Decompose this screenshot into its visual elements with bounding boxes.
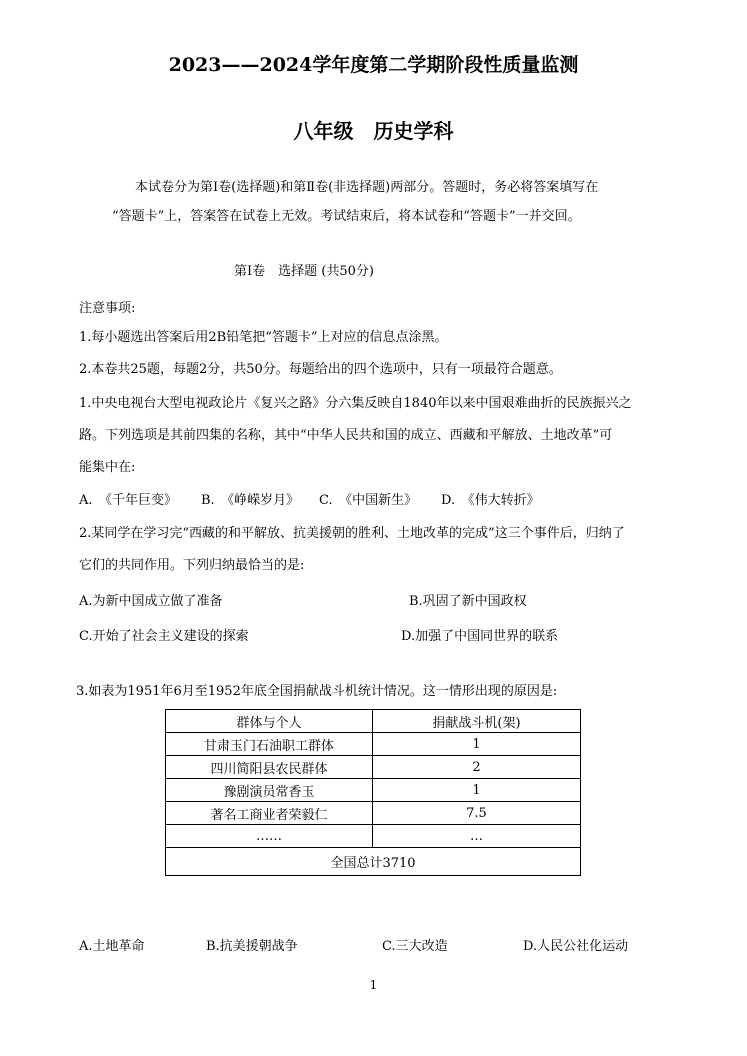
table-cell: 著名工商业者荣毅仁 — [166, 802, 373, 825]
notes-heading: 注意事项: — [79, 301, 136, 316]
table-row — [166, 733, 581, 756]
section-title: 第Ⅰ卷 选择题 (共50分) — [234, 264, 374, 279]
table-cell: 1 — [373, 733, 581, 756]
table-total-row — [166, 848, 581, 876]
note-item: 1.每小题选出答案后用2B铅笔把“答题卡”上对应的信息点涂黑。 — [79, 330, 448, 345]
q1-stem-line: 能集中在: — [79, 460, 136, 475]
table-cell: 豫剧演员常香玉 — [166, 779, 373, 802]
q3-option-a: A.土地革命 — [79, 939, 145, 954]
table-cell: 1 — [373, 779, 581, 802]
table-cell: 2 — [373, 756, 581, 779]
q3-option-b: B.抗美援朝战争 — [206, 939, 298, 954]
table-cell: 四川简阳县农民群体 — [166, 756, 373, 779]
q3-option-c: C.三大改造 — [382, 939, 448, 954]
q3-stem: 3.如表为1951年6月至1952年底全国捐献战斗机统计情况。这一情形出现的原因是: — [76, 684, 558, 699]
q2-option-d: D.加强了中国同世界的联系 — [401, 629, 559, 644]
table-row — [166, 779, 581, 802]
donation-table — [165, 709, 581, 876]
table-cell: 7.5 — [373, 802, 581, 825]
q1-stem-line: 路。下列选项是其前四集的名称，其中“中华人民共和国的成立、西藏和平解放、土地改革”可 — [79, 428, 613, 443]
q1-option-a: A. 《千年巨变》 — [79, 493, 178, 508]
table-header-cell: 捐献战斗机(架) — [373, 710, 581, 733]
table-header-row — [166, 710, 581, 733]
note-item: 2.本卷共25题，每题2分，共50分。每题给出的四个选项中，只有一项最符合题意。 — [79, 362, 562, 377]
q1-option-d: D. 《伟大转折》 — [441, 493, 540, 508]
q2-option-c: C.开始了社会主义建设的探索 — [79, 629, 249, 644]
table-cell: …… — [166, 825, 373, 848]
q2-stem-line: 2.某同学在学习完“西藏的和平解放、抗美援朝的胜利、土地改革的完成”这三个事件后，归纳了 — [79, 526, 625, 541]
q2-option-b: B.巩固了新中国政权 — [409, 594, 527, 609]
q2-stem-line: 它们的共同作用。下列归纳最恰当的是: — [79, 558, 305, 573]
table-cell: … — [373, 825, 581, 848]
table-cell: 甘肃玉门石油职工群体 — [166, 733, 373, 756]
q1-option-b: B. 《峥嵘岁月》 — [201, 493, 300, 508]
page-number: 1 — [369, 978, 378, 992]
table-header-cell: 群体与个人 — [166, 710, 373, 733]
table-row — [166, 802, 581, 825]
table-row — [166, 756, 581, 779]
page-title: 2023——2024学年度第二学期阶段性质量监测 — [168, 54, 579, 76]
intro-line-2: “答题卡”上，答案答在试卷上无效。考试结束后，将本试卷和“答题卡”一并交回。 — [112, 209, 581, 224]
page-subtitle: 八年级 历史学科 — [293, 119, 454, 143]
table-row — [166, 825, 581, 848]
q1-stem-line: 1.中央电视台大型电视政论片《复兴之路》分六集反映自1840年以来中国艰难曲折的民族振兴之 — [79, 396, 632, 411]
table-total-cell: 全国总计3710 — [166, 848, 581, 876]
intro-line-1: 本试卷分为第Ⅰ卷(选择题)和第Ⅱ卷(非选择题)两部分。答题时，务必将答案填写在 — [135, 180, 599, 195]
q2-option-a: A.为新中国成立做了准备 — [79, 594, 223, 609]
q1-option-c: C. 《中国新生》 — [319, 493, 418, 508]
q3-option-d: D.人民公社化运动 — [523, 939, 629, 954]
